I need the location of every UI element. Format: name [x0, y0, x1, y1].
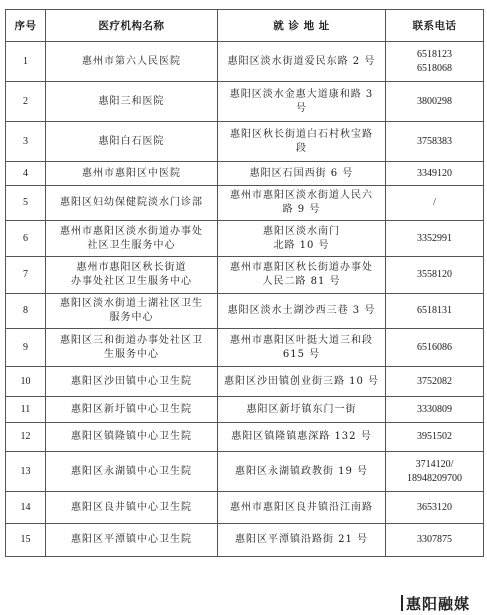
institution-name-line: 惠州市惠阳区淡水街道办事处 [60, 225, 203, 237]
table-row [6, 122, 484, 162]
institution-name-line: 办事处社区卫生服务中心 [71, 276, 192, 287]
table-row [6, 294, 484, 329]
institution-address-line: 惠阳区沙田镇创业街三路 10 号 [223, 375, 380, 387]
contact-phone [386, 257, 484, 294]
table-row [6, 82, 484, 122]
contact-phone-line: 6518068 [417, 62, 452, 74]
watermark [397, 591, 487, 615]
row-number: 7 [6, 257, 46, 294]
institution-name-line: 惠阳区镇隆镇中心卫生院 [71, 431, 192, 442]
institution-address [218, 329, 386, 367]
institution-name-line: 惠阳区沙田镇中心卫生院 [71, 375, 192, 387]
institution-name-line: 惠阳三和医院 [98, 95, 165, 107]
institution-name [46, 524, 218, 557]
contact-phone [386, 82, 484, 122]
contact-phone-line: 3800298 [417, 95, 452, 107]
header-address: 就 诊 地 址 [218, 10, 386, 42]
institution-address [218, 524, 386, 557]
institution-name-line: 惠阳区淡水街道土湖社区卫生 [60, 298, 203, 309]
row-number: 8 [6, 294, 46, 329]
institution-address-line: 惠州市惠阳区秋长街道办事处 [230, 262, 373, 273]
table-row [6, 162, 484, 186]
institution-address [218, 423, 386, 452]
contact-phone-line: 3951502 [417, 431, 452, 442]
contact-phone [386, 452, 484, 492]
institution-address-line: 段 [296, 142, 307, 154]
table-row [6, 452, 484, 492]
institution-address [218, 221, 386, 257]
contact-phone [386, 294, 484, 329]
table-row [6, 257, 484, 294]
institution-name [46, 42, 218, 82]
table-row [6, 397, 484, 423]
institution-name [46, 122, 218, 162]
watermark-text: 惠阳融媒 [406, 594, 471, 613]
row-number: 14 [6, 492, 46, 524]
row-number: 10 [6, 367, 46, 397]
row-number: 2 [6, 82, 46, 122]
institution-name [46, 257, 218, 294]
institution-name-line: 惠阳区平潭镇中心卫生院 [71, 534, 192, 545]
institution-name-line: 惠阳区三和街道办事处社区卫 [60, 334, 203, 346]
institution-name [46, 397, 218, 423]
medical-institutions-table [5, 9, 484, 557]
row-number: 1 [6, 42, 46, 82]
institution-name [46, 367, 218, 397]
table-row [6, 524, 484, 557]
contact-phone-line: 3653120 [417, 501, 452, 513]
table-row [6, 186, 484, 221]
institution-address-line: 惠阳区永湖镇政教街 19 号 [234, 465, 369, 477]
institution-name-line: 惠阳区良井镇中心卫生院 [71, 501, 192, 513]
contact-phone-line: 6518123 [417, 48, 452, 60]
contact-phone-line: 3758383 [417, 135, 452, 147]
table-row [6, 367, 484, 397]
institution-name [46, 294, 218, 329]
institution-name-line: 惠阳区妇幼保健院淡水门诊部 [60, 197, 203, 208]
contact-phone-line: 6518131 [417, 305, 452, 316]
contact-phone [386, 162, 484, 186]
table-row [6, 492, 484, 524]
institution-address-line: 615 号 [282, 348, 321, 360]
institution-name-line: 惠州市惠阳区中医院 [82, 167, 181, 179]
institution-address-line: 惠阳区秋长街道白石村秋宝路 [230, 128, 373, 140]
contact-phone [386, 186, 484, 221]
institution-address [218, 122, 386, 162]
institution-address [218, 452, 386, 492]
contact-phone [386, 423, 484, 452]
contact-phone-line: 6516086 [417, 341, 452, 353]
row-number: 3 [6, 122, 46, 162]
institution-name-line: 惠州市第六人民医院 [82, 55, 181, 67]
table-row [6, 423, 484, 452]
contact-phone-line: 3307875 [417, 534, 452, 545]
institution-name-line: 社区卫生服务中心 [87, 239, 176, 251]
contact-phone [386, 221, 484, 257]
institution-name [46, 423, 218, 452]
contact-phone [386, 367, 484, 397]
institution-address-line: 惠州市惠阳区叶挺大道三和段 [230, 334, 373, 346]
table-row [6, 42, 484, 82]
institution-name [46, 82, 218, 122]
institution-address [218, 492, 386, 524]
institution-address-line: 惠阳区石国西街 6 号 [249, 167, 354, 179]
institution-address [218, 42, 386, 82]
contact-phone-line: 3752082 [417, 375, 452, 387]
institution-name-line: 惠阳白石医院 [98, 135, 165, 147]
institution-address [218, 186, 386, 221]
institution-address-line: 惠阳区平潭镇沿路街 21 号 [234, 534, 369, 545]
institution-name [46, 162, 218, 186]
header-name: 医疗机构名称 [46, 10, 218, 42]
contact-phone-line: 3714120/ [415, 458, 454, 470]
institution-name [46, 329, 218, 367]
contact-phone [386, 397, 484, 423]
institution-address-line: 惠州市惠阳区良井镇沿江南路 [230, 501, 373, 513]
institution-address-line: 人民二路 81 号 [262, 276, 341, 287]
contact-phone [386, 122, 484, 162]
header-phone: 联系电话 [386, 10, 484, 42]
institution-address-line: 惠州市惠阳区淡水街道人民六 [230, 190, 373, 201]
contact-phone-line: 3558120 [417, 269, 452, 280]
row-number: 6 [6, 221, 46, 257]
institution-address-line: 惠阳区淡水金惠大道康和路 3 [229, 88, 374, 100]
institution-address-line: 惠阳区淡水土湖沙西三巷 3 号 [227, 305, 376, 316]
institution-address-line: 号 [296, 102, 307, 114]
institution-address [218, 82, 386, 122]
institution-name-line: 服务中心 [109, 312, 154, 323]
contact-phone [386, 42, 484, 82]
table-row [6, 221, 484, 257]
institution-address-line: 惠阳区淡水南门 [263, 225, 340, 237]
institution-name-line: 惠阳区新圩镇中心卫生院 [71, 403, 192, 415]
institution-address [218, 367, 386, 397]
institution-address [218, 397, 386, 423]
institution-address [218, 162, 386, 186]
contact-phone-line: 18948209700 [407, 472, 462, 484]
contact-phone-line: 3352991 [417, 232, 452, 244]
contact-phone-line: / [433, 197, 436, 208]
institution-address-line: 惠阳区淡水街道爱民东路 2 号 [227, 55, 376, 67]
table-header-row [6, 10, 484, 42]
contact-phone [386, 492, 484, 524]
institution-address-line: 惠阳区新圩镇东门一街 [246, 403, 357, 415]
institution-name [46, 186, 218, 221]
table-row [6, 329, 484, 367]
institution-name-line: 惠州市惠阳区秋长街道 [76, 262, 187, 273]
row-number: 5 [6, 186, 46, 221]
institution-name [46, 452, 218, 492]
institution-address-line: 路 9 号 [282, 204, 321, 215]
header-seq: 序号 [6, 10, 46, 42]
institution-address-line: 惠阳区镇隆镇惠深路 132 号 [231, 431, 372, 442]
contact-phone [386, 329, 484, 367]
institution-address-line: 北路 10 号 [273, 239, 330, 251]
contact-phone [386, 524, 484, 557]
institution-name [46, 221, 218, 257]
institution-address [218, 257, 386, 294]
institution-address [218, 294, 386, 329]
institution-name [46, 492, 218, 524]
row-number: 12 [6, 423, 46, 452]
institution-name-line: 生服务中心 [104, 348, 159, 360]
contact-phone-line: 3349120 [417, 167, 452, 179]
row-number: 4 [6, 162, 46, 186]
row-number: 15 [6, 524, 46, 557]
row-number: 13 [6, 452, 46, 492]
contact-phone-line: 3330809 [417, 403, 452, 415]
row-number: 11 [6, 397, 46, 423]
institution-name-line: 惠阳区永湖镇中心卫生院 [71, 465, 192, 477]
row-number: 9 [6, 329, 46, 367]
watermark-bar [401, 595, 403, 611]
